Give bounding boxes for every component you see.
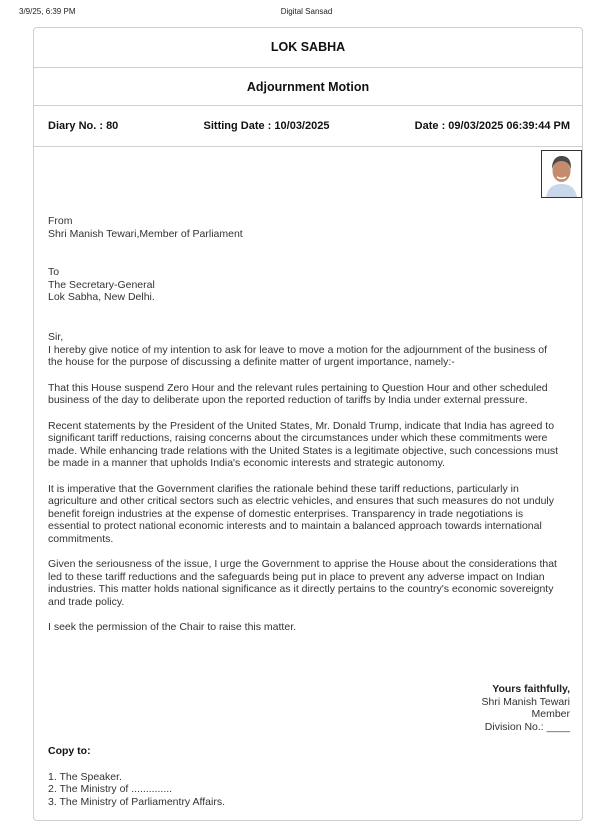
- notice-date: Date : 09/03/2025 06:39:44 PM: [414, 120, 570, 132]
- copy-to-block: [48, 745, 225, 808]
- notice-type-title: Adjournment Motion: [34, 68, 582, 106]
- notice-card: [33, 27, 583, 821]
- print-header: [0, 7, 613, 19]
- to-block: [48, 266, 155, 304]
- member-portrait-icon: [542, 151, 581, 197]
- letter-paragraph: Given the seriousness of the issue, I urge the Government to apprise the House about the considerations that led to these tariff reductions and the safeguards being put in place to prevent any adverse impact on Indian industries. This matter holds national significance as it directly pertains to the country's economic sovereignty and trade policy.: [48, 558, 557, 608]
- from-name: Shri Manish Tewari,Member of Parliament: [48, 227, 243, 240]
- signature-block: [481, 683, 570, 733]
- salutation: Sir,: [48, 331, 64, 343]
- letter-content: [48, 331, 564, 647]
- to-line-1: The Secretary-General: [48, 278, 155, 291]
- member-photo: [541, 150, 582, 198]
- letter-paragraph: I seek the permission of the Chair to raise this matter.: [48, 621, 297, 633]
- house-title: LOK SABHA: [34, 28, 582, 68]
- copy-to-item: 2. The Ministry of ..............: [48, 783, 173, 795]
- letter-paragraph: It is imperative that the Government clarifies the rationale behind these tariff reductions, particularly in agriculture and other critical sectors such as electric vehicles, and ensures that such measures do not unduly benefit foreign industries at the expense of domestic enterprises. Transparency in trade negotiations is essential to protect national economic interests and to maintain a balanced approach towards international commitments.: [48, 482, 555, 545]
- copy-to-item: 3. The Ministry of Parliamentry Affairs.: [48, 795, 226, 808]
- copy-to-title: Copy to:: [48, 745, 91, 757]
- sitting-date: Sitting Date : 10/03/2025: [203, 120, 330, 132]
- from-block: [48, 215, 243, 240]
- letter-paragraph: That this House suspend Zero Hour and the relevant rules pertaining to Question Hour and other scheduled business of the day to deliberate upon the reported reduction of tariffs by India under external pressure.: [48, 381, 548, 406]
- notice-meta-row: [34, 106, 582, 147]
- to-line-2: Lok Sabha, New Delhi.: [48, 291, 155, 303]
- letter-paragraph: Recent statements by the President of the United States, Mr. Donald Trump, indicate that India has agreed to significant tariff reductions, raising concerns about the circumstances under which these commitments were made. While enhancing trade relations with the United States is a legitimate objective, such concessions must be made in a manner that upholds India's economic interests and strategic autonomy.: [48, 419, 559, 469]
- closing: Yours faithfully,: [492, 683, 570, 695]
- print-datetime: 3/9/25, 6:39 PM: [19, 7, 76, 16]
- copy-to-list: [48, 771, 225, 809]
- copy-to-item: 1. The Speaker.: [48, 770, 122, 783]
- from-label: From: [48, 215, 73, 227]
- letter-paragraph: I hereby give notice of my intention to ask for leave to move a motion for the adjournment of the business of the house for the purpose of discussing a definite matter of urgent importance, namely:-: [48, 343, 548, 368]
- print-site-title: Digital Sansad: [280, 7, 333, 16]
- diary-number: Diary No. : 80: [48, 120, 119, 132]
- division-number: Division No.: ____: [484, 720, 570, 733]
- to-label: To: [48, 266, 60, 278]
- signatory-role: Member: [531, 708, 570, 720]
- signatory-name: Shri Manish Tewari: [481, 695, 570, 708]
